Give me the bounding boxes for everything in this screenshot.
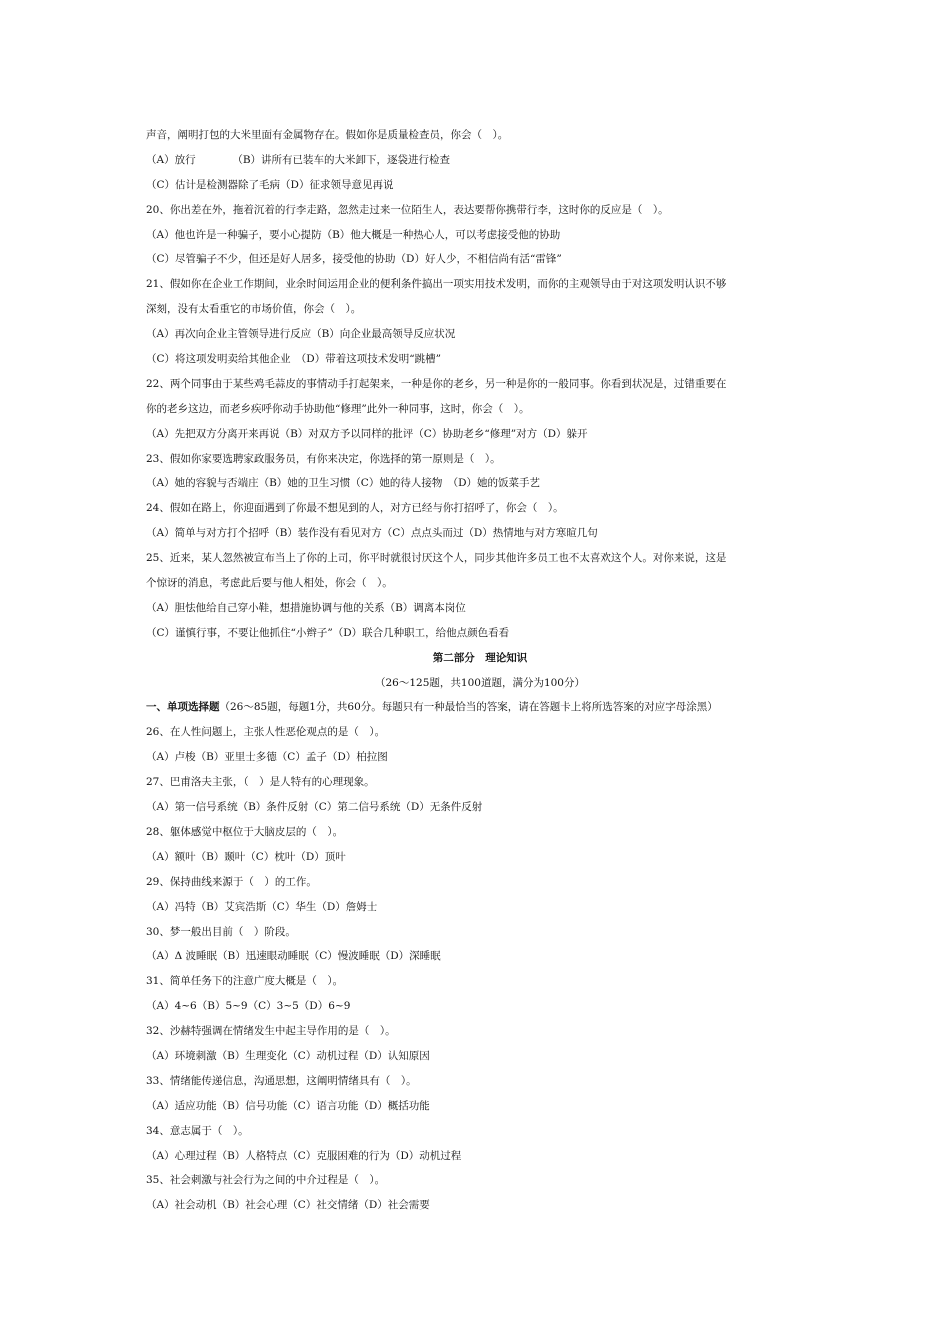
answer-options: （A）4~6（B）5~9（C）3~5（D）6~9: [146, 1000, 351, 1013]
question-20: 20、你出差在外，拖着沉着的行李走路，忽然走过来一位陌生人，表达要帮你携带行李，这时你的反应是（ ）。: [146, 203, 669, 216]
answer-options: （A）再次向企业主管领导进行反应（B）向企业最高领导反应状况: [146, 328, 456, 341]
part-heading-label: 一、单项选择题: [146, 701, 220, 714]
question-35: 35、社会刺激与社会行为之间的中介过程是（ ）。: [146, 1174, 386, 1187]
question-33: 33、情绪能传递信息，沟通思想，这阐明情绪具有（ ）。: [146, 1074, 417, 1087]
question-23: 23、假如你家要选聘家政服务员，有你来决定，你选择的第一原则是（ ）。: [146, 452, 501, 465]
answer-options: （A）放行 （B）讲所有已装车的大米卸下，逐袋进行检查: [146, 153, 451, 166]
answer-options: （A）环境刺激（B）生理变化（C）动机过程（D）认知原因: [146, 1049, 430, 1062]
answer-options: （C）尽管骗子不少，但还是好人居多，接受他的协助（D）好人少，不相信尚有活“雷锋”: [146, 253, 562, 266]
section-subtitle: （26～125题，共100道题，满分为100分）: [375, 676, 585, 689]
answer-options: （C）将这项发明卖给其他企业 （D）带着这项技术发明“跳槽”: [146, 353, 441, 366]
question-24: 24、假如在路上，你迎面遇到了你最不想见到的人，对方已经与你打招呼了，你会（ ）。: [146, 502, 564, 515]
answer-options: （A）第一信号系统（B）条件反射（C）第二信号系统（D）无条件反射: [146, 801, 483, 814]
answer-options: （A）适应功能（B）信号功能（C）语言功能（D）概括功能: [146, 1099, 430, 1112]
answer-options: （A）卢梭（B）亚里士多德（C）孟子（D）柏拉图: [146, 751, 388, 764]
text-line: 声音，阐明打包的大米里面有金属物存在。假如你是质量检查员，你会（ ）。: [146, 129, 509, 141]
answer-options: （A）先把双方分离开来再说（B）对双方予以同样的批评（C）协助老乡“修理”对方（D）躲开: [146, 427, 588, 440]
part-heading-desc: （26～85题，每题1分，共60分。每题只有一种最恰当的答案，请在答题卡上将所选答案的对应字母涂黑）: [219, 701, 718, 714]
answer-options: （C）估计是检测器除了毛病（D）征求领导意见再说: [146, 178, 394, 191]
answer-options: （A）冯特（B）艾宾浩斯（C）华生（D）詹姆士: [146, 900, 378, 913]
answer-options: （A）社会动机（B）社会心理（C）社交情绪（D）社会需要: [146, 1199, 430, 1212]
answer-options: （A）额叶（B）颞叶（C）枕叶（D）顶叶: [146, 850, 346, 863]
question-21: 21、假如你在企业工作期间，业余时间运用企业的便利条件搞出一项实用技术发明，而你的主观领导由于对这项发明认识不够: [146, 278, 727, 291]
answer-options: （A）胆怯他给自己穿小鞋，想措施协调与他的关系（B）调离本岗位: [146, 601, 466, 614]
question-26: 26、在人性问题上，主张人性恶伦观点的是（ ）。: [146, 726, 386, 739]
answer-options: （C）谨慎行事，不要让他抓住“小辫子”（D）联合几种职工，给他点颜色看看: [146, 626, 510, 639]
question-34: 34、意志属于（ ）。: [146, 1124, 249, 1137]
answer-options: （A）简单与对方打个招呼（B）装作没有看见对方（C）点点头而过（D）热情地与对方寒暄几句: [146, 527, 598, 540]
question-22: 22、两个同事由于某些鸡毛蒜皮的事情动手打起架来，一种是你的老乡，另一种是你的一般同事。你看到状况是，过错重要在: [146, 377, 727, 390]
question-31: 31、简单任务下的注意广度大概是（ ）。: [146, 975, 344, 988]
page-content: [146, 123, 814, 1218]
question-25: 25、近来，某人忽然被宣布当上了你的上司，你平时就很讨厌这个人，同步其他许多员工也不太喜欢这个人。对你来说，这是: [146, 552, 727, 565]
question-28: 28、躯体感觉中枢位于大脑皮层的（ ）。: [146, 825, 344, 838]
answer-options: （A）Δ 波睡眠（B）迅速眼动睡眠（C）慢波睡眠（D）深睡眠: [146, 950, 441, 963]
text-line: 个惊讶的消息，考虑此后要与他人相处，你会（ ）。: [146, 577, 393, 590]
text-line: 深刻，没有太看重它的市场价值，你会（ ）。: [146, 303, 362, 316]
answer-options: （A）心理过程（B）人格特点（C）克服困难的行为（D）动机过程: [146, 1149, 462, 1162]
question-32: 32、沙赫特强调在情绪发生中起主导作用的是（ ）。: [146, 1025, 396, 1038]
text-line: 你的老乡这边，而老乡疾呼你动手协助他“修理”此外一种同事，这时，你会（ ）。: [146, 402, 530, 415]
answer-options: （A）他也许是一种骗子，要小心提防（B）他大概是一种热心人，可以考虑接受他的协助: [146, 228, 561, 241]
answer-options: （A）她的容貌与否端庄（B）她的卫生习惯（C）她的待人接物 （D）她的饭菜手艺: [146, 477, 540, 490]
part-heading: [146, 695, 814, 720]
question-30: 30、梦一般出目前（ ）阶段。: [146, 925, 296, 938]
section-title: 第二部分 理论知识: [432, 651, 528, 664]
question-27: 27、巴甫洛夫主张，（ ）是人特有的心理现象。: [146, 776, 375, 789]
question-29: 29、保持曲线来源于（ ）的工作。: [146, 875, 317, 888]
